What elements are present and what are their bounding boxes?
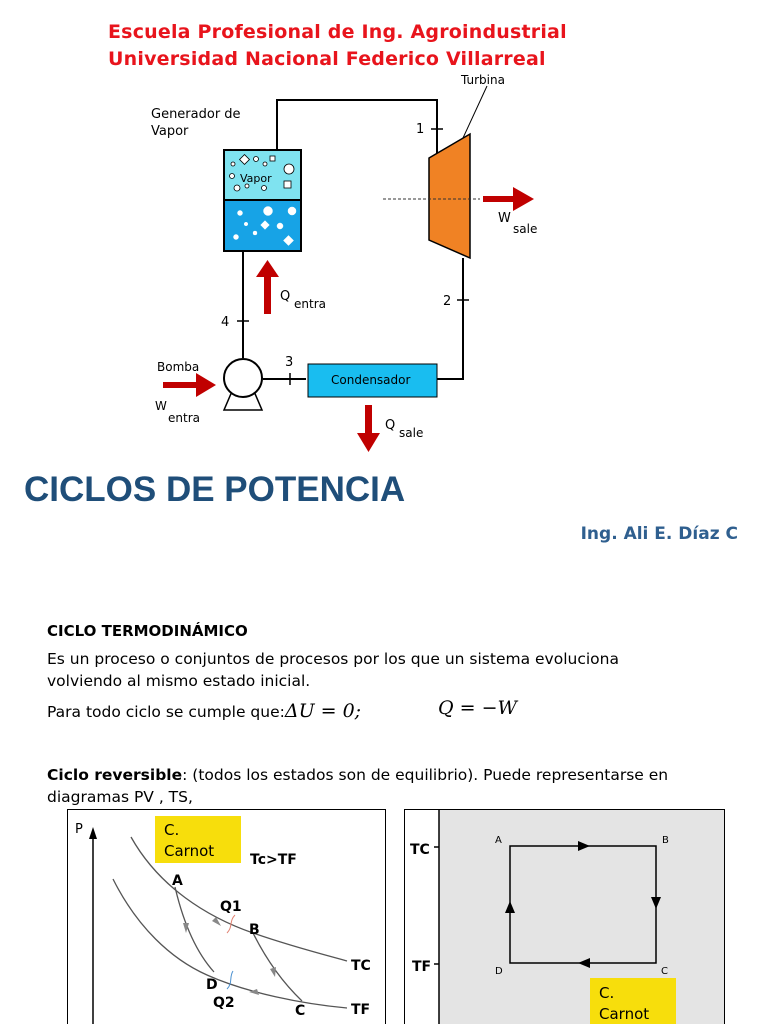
q2-label: Q2 bbox=[213, 995, 235, 1011]
pv-carnot-line1: C. bbox=[164, 821, 180, 839]
reversible-desc: : (todos los estados son de equilibrio). Puede representarse en bbox=[182, 766, 669, 784]
header-line-2: Universidad Nacional Federico Villarreal bbox=[108, 48, 546, 70]
pump bbox=[224, 359, 262, 410]
header-line-1: Escuela Profesional de Ing. Agroindustrial bbox=[108, 21, 567, 43]
reversible-line-1 bbox=[47, 766, 668, 784]
ts-diagram bbox=[404, 809, 726, 1024]
power-cycle-diagram bbox=[0, 0, 768, 460]
state-4-label: 4 bbox=[221, 315, 230, 330]
ts-tf-label: TF bbox=[412, 959, 432, 975]
p-axis-label: P bbox=[75, 822, 83, 837]
turbine-pointer bbox=[463, 86, 487, 138]
w-entra-arrow bbox=[163, 373, 216, 397]
turbine bbox=[429, 134, 470, 258]
equation-q-w: Q = −W bbox=[438, 697, 518, 719]
ts-point-c: C bbox=[661, 966, 668, 977]
pv-point-d: D bbox=[206, 977, 218, 993]
q-sale-q: Q bbox=[385, 418, 396, 433]
pv-point-b: B bbox=[249, 922, 260, 938]
state-2-label: 2 bbox=[443, 294, 452, 309]
q-sale-sub: sale bbox=[399, 426, 424, 440]
generator-label-line2: Vapor bbox=[151, 124, 189, 139]
w-sale-arrow bbox=[483, 187, 534, 211]
pump-label: Bomba bbox=[157, 360, 200, 374]
w-entra-w: W bbox=[155, 399, 167, 413]
q-sale-arrow bbox=[357, 405, 380, 452]
ts-plot-area bbox=[439, 810, 724, 1024]
steam-generator bbox=[224, 150, 301, 251]
cycle-rule-text: Para todo ciclo se cumple que: bbox=[47, 703, 285, 721]
turbine-label: Turbina bbox=[461, 73, 505, 87]
cycle-rule bbox=[47, 700, 361, 722]
pv-point-c: C bbox=[295, 1003, 306, 1019]
state-3-label: 3 bbox=[285, 355, 294, 370]
vapor-label: Vapor bbox=[240, 172, 272, 185]
q1-label: Q1 bbox=[220, 899, 242, 915]
ts-carnot-line2: Carnot bbox=[599, 1005, 650, 1023]
q-entra-sub: entra bbox=[294, 297, 326, 311]
w-sale-w: W bbox=[498, 211, 511, 226]
q-entra-q: Q bbox=[280, 289, 291, 304]
reversible-term: Ciclo reversible bbox=[47, 766, 183, 784]
pv-diagram bbox=[67, 809, 387, 1024]
ts-carnot-line1: C. bbox=[599, 984, 615, 1002]
page-title: CICLOS DE POTENCIA bbox=[24, 470, 406, 509]
equation-delta-u: ΔU = 0; bbox=[284, 700, 362, 722]
pv-carnot-line2: Carnot bbox=[164, 842, 215, 860]
definition-line-1: Es un proceso o conjuntos de procesos por los que un sistema evoluciona bbox=[47, 650, 619, 668]
section-heading: CICLO TERMODINÁMICO bbox=[47, 622, 248, 640]
ts-point-b: B bbox=[662, 835, 669, 846]
reversible-line-2: diagramas PV , TS, bbox=[47, 788, 193, 806]
definition-line-2: volviendo al mismo estado inicial. bbox=[47, 672, 311, 690]
pv-tf-label: TF bbox=[351, 1002, 371, 1018]
ts-point-d: D bbox=[495, 966, 503, 977]
author-name: Ing. Ali E. Díaz C bbox=[580, 524, 738, 544]
w-sale-sub: sale bbox=[513, 222, 538, 236]
state-1-label: 1 bbox=[416, 122, 425, 137]
q-entra-arrow bbox=[256, 260, 279, 314]
pv-point-a: A bbox=[172, 873, 183, 889]
ts-tc-label: TC bbox=[410, 842, 430, 858]
tc-gt-tf-label: Tc>TF bbox=[250, 852, 297, 868]
w-entra-sub: entra bbox=[168, 411, 200, 425]
condenser-label: Condensador bbox=[331, 373, 411, 387]
pv-tc-label: TC bbox=[351, 958, 371, 974]
ts-point-a: A bbox=[495, 835, 502, 846]
generator-label-line1: Generador de bbox=[151, 107, 241, 122]
